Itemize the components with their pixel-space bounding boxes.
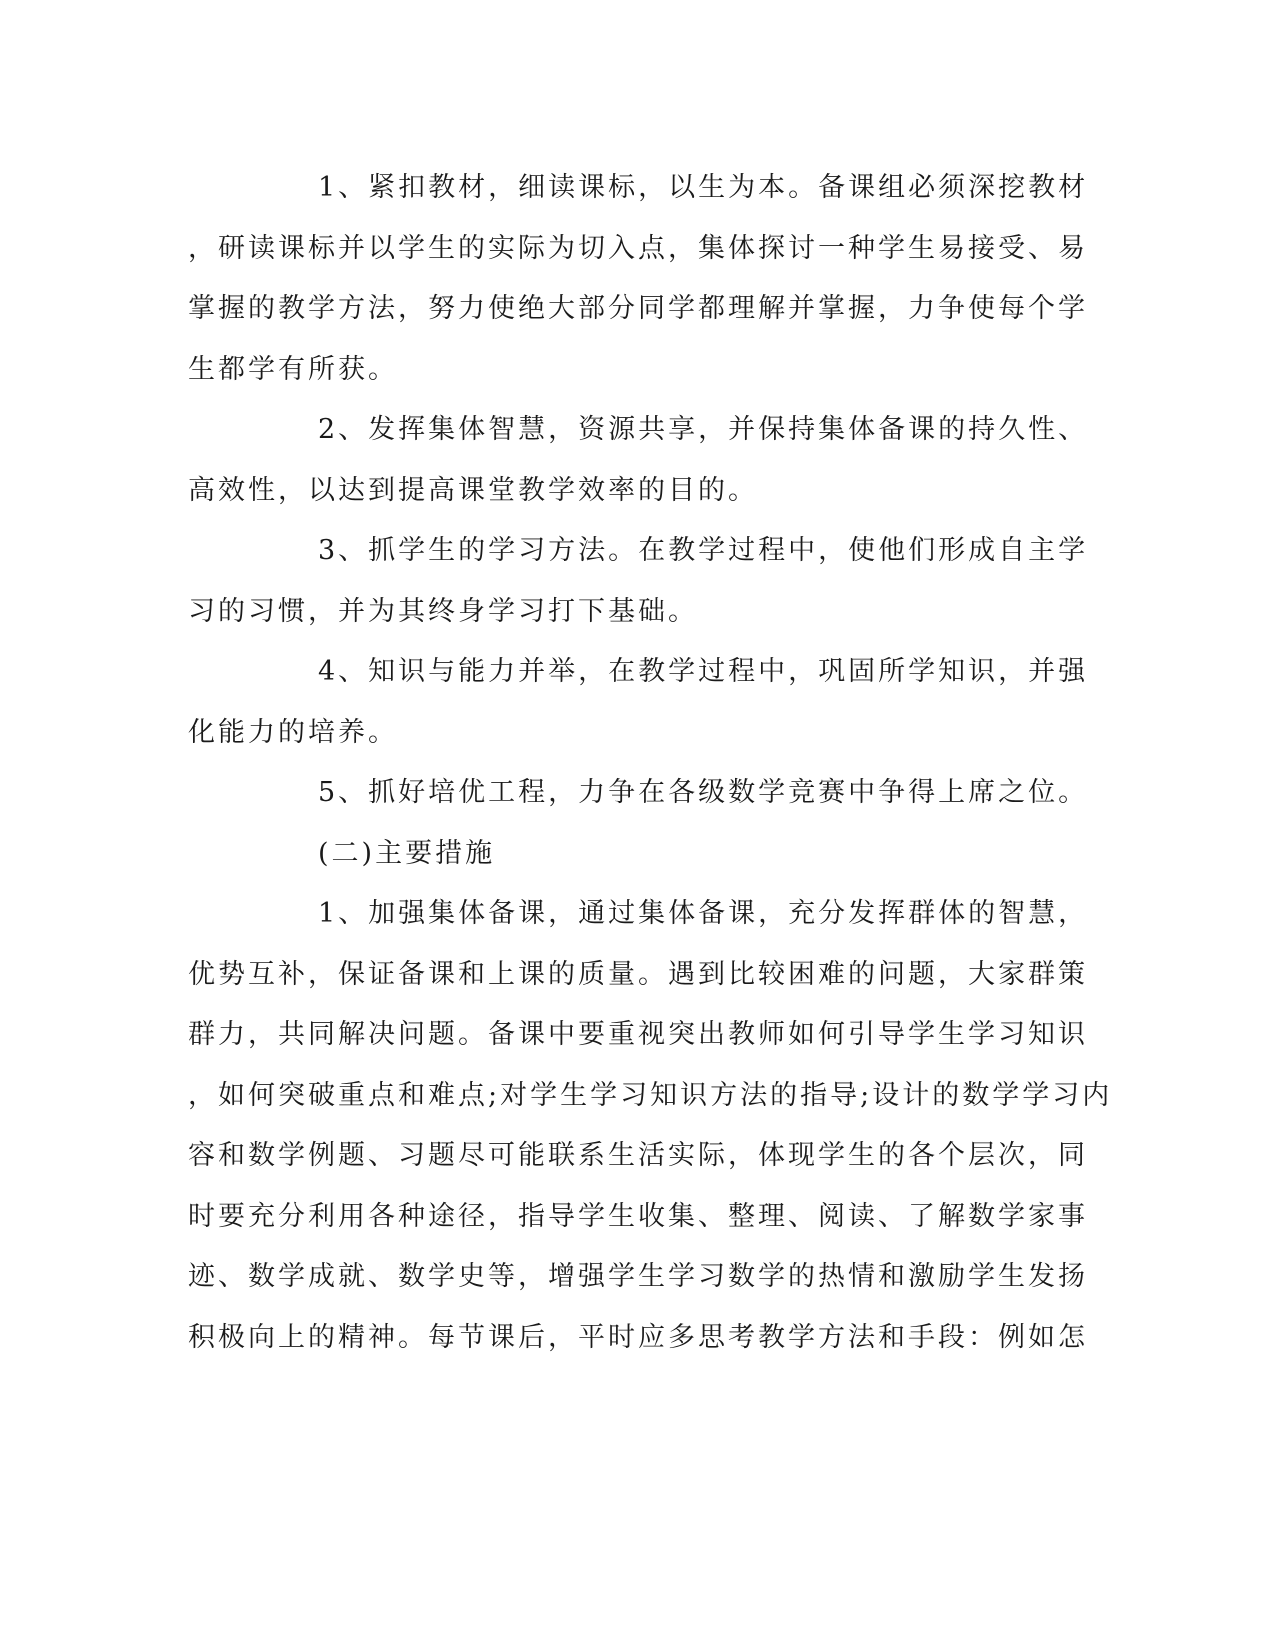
text-line: ，研读课标并以学生的实际为切入点，集体探讨一种学生易接受、易 [188, 232, 1088, 264]
text-line: 1、加强集体备课，通过集体备课，充分发挥群体的智慧， [318, 898, 1089, 929]
text-line: 化能力的培养。 [188, 716, 398, 748]
text-line: 3、抓学生的学习方法。在教学过程中，使他们形成自主学 [318, 535, 1089, 566]
text-line: 5、抓好培优工程，力争在各级数学竞赛中争得上席之位。 [318, 777, 1089, 808]
section-heading: (二)主要措施 [318, 837, 496, 869]
text-line: ，如何突破重点和难点;对学生学习知识方法的指导;设计的数学学习内 [188, 1079, 1113, 1111]
text-line: 掌握的教学方法，努力使绝大部分同学都理解并掌握，力争使每个学 [188, 293, 1088, 324]
text-line: 积极向上的精神。每节课后，平时应多思考教学方法和手段：例如怎 [188, 1321, 1088, 1353]
text-line: 1、紧扣教材，细读课标，以生为本。备课组必须深挖教材 [318, 172, 1089, 203]
text-line: 4、知识与能力并举，在教学过程中，巩固所学知识，并强 [318, 656, 1089, 687]
text-line: 习的习惯，并为其终身学习打下基础。 [188, 595, 698, 627]
text-line: 优势互补，保证备课和上课的质量。遇到比较困难的问题，大家群策 [188, 958, 1088, 990]
text-line: 生都学有所获。 [188, 353, 398, 385]
text-line: 2、发挥集体智慧，资源共享，并保持集体备课的持久性、 [318, 414, 1089, 445]
text-line: 容和数学例题、习题尽可能联系生活实际，体现学生的各个层次，同 [188, 1140, 1088, 1171]
text-line: 时要充分利用各种途径，指导学生收集、整理、阅读、了解数学家事 [188, 1200, 1088, 1232]
text-line: 群力，共同解决问题。备课中要重视突出教师如何引导学生学习知识 [188, 1019, 1088, 1050]
text-line: 高效性，以达到提高课堂教学效率的目的。 [188, 474, 758, 506]
document-body [188, 158, 1113, 1368]
text-line: 迹、数学成就、数学史等，增强学生学习数学的热情和激励学生发扬 [188, 1261, 1088, 1292]
